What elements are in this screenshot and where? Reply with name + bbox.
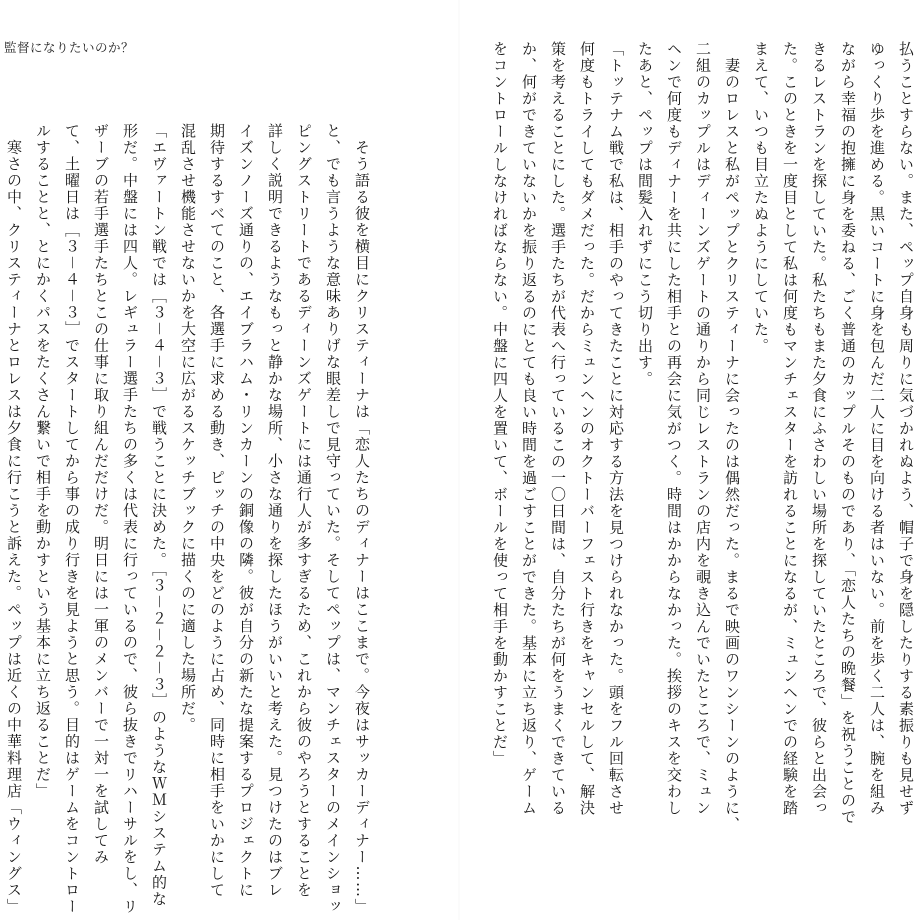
text-line: 払うことすらない。また、ペップ自身も周りに気づかれぬよう、帽子で身を隠したりする素振りも見せず bbox=[897, 41, 915, 817]
text-line: 妻のロレスと私がペップとクリスティーナに会ったのは偶然だった。まるで映画のワンシーンのように、 bbox=[723, 41, 741, 833]
text-line: 策を考えることにした。選手たちが代表へ行っているこの一〇日間は、自分たちが何をうまくできている bbox=[549, 41, 567, 817]
left-page-text bbox=[0, 123, 376, 916]
text-line: たあと、ペップは間髪入れずにこう切り出す。 bbox=[636, 41, 654, 388]
text-line: ザーブの若手選手たちとこの仕事に取り組んだだけだ。明日には一軍のメンバーで一対一を試してみ bbox=[92, 123, 110, 866]
text-line: 二組のカップルはディーンズゲートの通りから同じレストランの店内を覗き込んでいたところで、ミュン bbox=[694, 41, 712, 817]
text-line: きるレストランを探していた。私たちもまた夕食にふさわしい場所を探していたところで、彼らと出会っ bbox=[810, 41, 828, 817]
text-line: 形だ。中盤には四人。レギュラー選手たちの多くは代表に行っているので、彼ら抜きでリハーサルをし、リ bbox=[121, 123, 139, 915]
page-gutter bbox=[458, 0, 460, 920]
right-page-text bbox=[491, 41, 920, 833]
text-line: ピングストリートであるディーンズゲートには通行人が多すぎるため、これから彼のやろうとすることを bbox=[295, 123, 313, 899]
text-line: ながら幸福の抱擁に身を委ねる、ごく普通のカップルそのものであり、「恋人たちの晩餐」を祝うことので bbox=[839, 41, 857, 826]
text-line: そう語る彼を横目にクリスティーナは「恋人たちのディナーはここまで。今夜はサッカーディナー……」 bbox=[353, 123, 371, 915]
text-line: 何度もトライしてもダメだった。だからミュンヘンのオクトーバーフェスト行きをキャンセルして、解決 bbox=[578, 41, 596, 817]
text-line: た。このときを一度目として私は何度もマンチェスターを訪れることになるが、ミュンヘンでの経験を踏 bbox=[781, 41, 799, 817]
text-line: か、何ができていないかを振り返るのにとても良い時間を過ごすことができた。基本に立ち返り、ゲーム bbox=[520, 41, 538, 817]
text-line: ルすることと、とにかくパスをたくさん繋いで相手を動かすという基本に立ち返ることだ」 bbox=[34, 123, 52, 800]
text-line: 寒さの中、クリスティーナとロレスは夕食に行こうと訴えた。ペップは近くの中華料理店「ウィングス」 bbox=[5, 123, 23, 915]
text-line: まえて、いつも目立たぬようにしていた。 bbox=[752, 41, 770, 355]
text-line: と、でも言うような意味ありげな眼差しで見守っていた。そしてペップは、マンチェスターのメインショッ bbox=[324, 123, 342, 915]
text-line: 詳しく説明できるようなもっと静かな場所、小さな通りを探したほうがいいと考えた。見つけたのはブレ bbox=[266, 123, 284, 899]
text-line: ゆっくり歩を進める。黒いコートに身を包んだ二人に目を向ける者はいない。前を歩く二人は、腕を組み bbox=[868, 41, 886, 817]
text-line: 「エヴァートン戦では［３－４－３］で戦うことに決めた。［３－２－２－３］のようなＷＭシステム的な bbox=[150, 123, 168, 908]
text-line: イズンノーズ通りの、エイブラハム・リンカーンの銅像の隣。彼が自分の新たな提案するプロジェクトに bbox=[237, 123, 255, 899]
text-line: ヘンで何度もディナーを共にした相手との再会に気がつく。時間はかからなかった。挨拶のキスを交わし bbox=[665, 41, 683, 817]
text-line: 期待するすべてのこと、各選手に求める動き、ピッチの中央をどのように占め、同時に相手をいかにして bbox=[208, 123, 226, 899]
text-line: 「トッテナム戦で私は、相手のやってきたことに対応する方法を見つけられなかった。頭をフル回転させ bbox=[607, 41, 625, 817]
text-line: て、土曜日は［３－４－３］でスタートしてから事の成り行きを見ようと思う。目的はゲームをコントロー bbox=[63, 123, 81, 916]
text-line: をコントロールしなければならない。中盤に四人を置いて、ボールを使って相手を動かすことだ」 bbox=[491, 41, 509, 767]
running-head: 監督になりたいのか？ bbox=[4, 40, 135, 55]
text-line: 混乱させ機能させないかを大空に広がるスケッチブックに描くのに適した場所だ。 bbox=[179, 123, 197, 734]
